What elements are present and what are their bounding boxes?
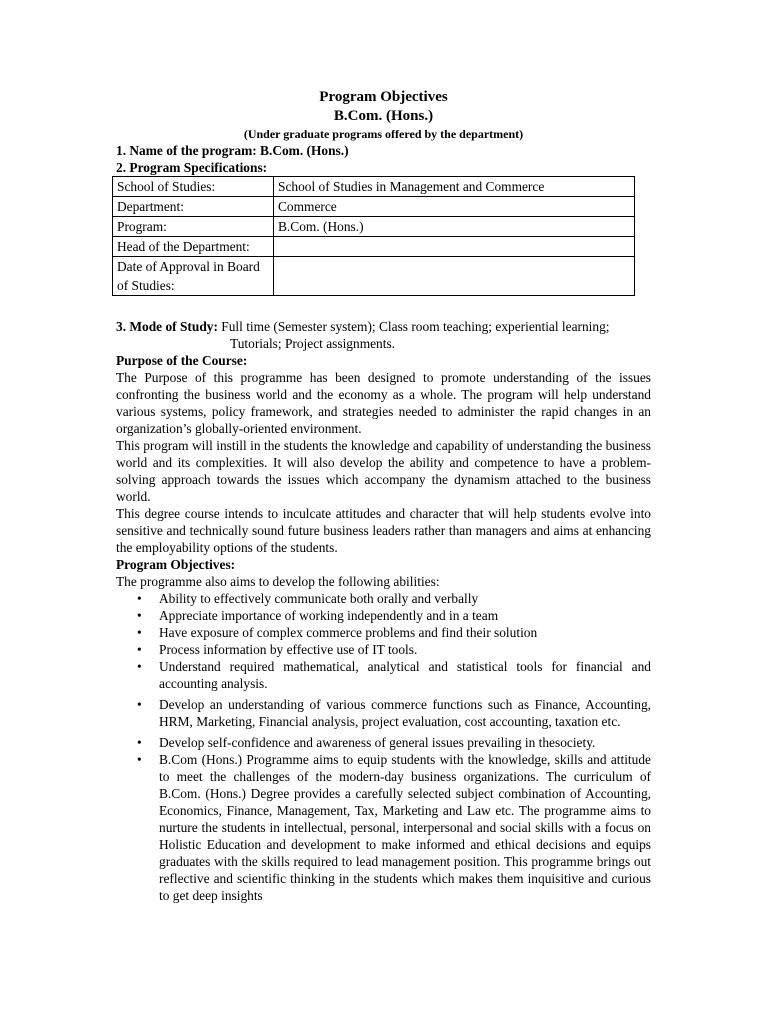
spec-value: Commerce (274, 197, 635, 217)
spec-value: B.Com. (Hons.) (274, 217, 635, 237)
mode-line-1: Full time (Semester system); Class room teaching; experiential learning; (221, 319, 610, 334)
spec-value (274, 257, 635, 296)
spec-label: Program: (113, 217, 274, 237)
table-row (113, 177, 635, 197)
spec-label: Date of Approval in Board of Studies: (113, 257, 274, 296)
spec-label: School of Studies: (113, 177, 274, 197)
table-row (113, 197, 635, 217)
spec-label: Department: (113, 197, 274, 217)
table-row (113, 257, 635, 296)
specifications-table (112, 176, 635, 296)
page-title: Program Objectives (319, 89, 448, 105)
objectives-heading: Program Objectives: (116, 557, 236, 572)
document-content (116, 88, 651, 904)
list-item: • Understand required mathematical, analytical and statistical tools for financial and accounting analysis. (159, 658, 651, 692)
program-note: (Under graduate programs offered by the department) (243, 127, 524, 141)
table-row (113, 217, 635, 237)
list-item: • B.Com (Hons.) Programme aims to equip students with the knowledge, skills and attitude to meet the challenges of the modern-day business organizations. The curriculum of B.Com. (Hons.) Degree provides a carefully selected subject combination of Accounting, Economics, Finance, Management, Tax, Marketing and Law etc. The programme aims to nurture the students in intellectual, personal, interpersonal and social skills with a focus on Holistic Education and development to make informed and ethical decisions and equips graduates with the skills required to lead management position. This programme brings out reflective and scientific thinking in the students which makes them inquisitive and curious to get deep insights (159, 751, 651, 904)
list-item: • Appreciate importance of working independently and in a team (159, 607, 651, 624)
spec-label: Head of the Department: (113, 237, 274, 257)
list-item: • Process information by effective use of IT tools. (159, 641, 651, 658)
mode-line-2: Tutorials; Project assignments. (230, 336, 396, 351)
purpose-paragraph: This program will instill in the students the knowledge and capability of understanding the business world and its complexities. It will also develop the ability and competence to have a problem-solving approach towards the issues which accompany the dynamism attached to the business world. (116, 438, 651, 504)
table-row (113, 237, 635, 257)
purpose-paragraph: The Purpose of this programme has been designed to promote understanding of the issues confronting the business world and the economy as a whole. The program will help understand various systems, policy framework, and strategies needed to administer the rapid changes in an organization’s globally-oriented environment. (116, 370, 651, 436)
section-program-name: 1. Name of the program: B.Com. (Hons.) (116, 143, 349, 158)
spec-value (274, 237, 635, 257)
program-subtitle: B.Com. (Hons.) (333, 108, 434, 124)
purpose-paragraph: This degree course intends to inculcate attitudes and character that will help students evolve into sensitive and technically sound future business leaders rather than managers and aims at enhancing the employability options of the students. (116, 506, 651, 555)
spec-value: School of Studies in Management and Commerce (274, 177, 635, 197)
mode-label: 3. Mode of Study: (116, 319, 218, 334)
list-item: • Ability to effectively communicate both orally and verbally (159, 590, 651, 607)
mode-of-study (116, 318, 651, 352)
objectives-intro: The programme also aims to develop the following abilities: (116, 574, 440, 589)
list-item: • Have exposure of complex commerce problems and find their solution (159, 624, 651, 641)
list-item: • Develop an understanding of various commerce functions such as Finance, Accounting, HRM, Marketing, Financial analysis, project evaluation, cost accounting, taxation etc. (159, 696, 651, 730)
objectives-list (116, 590, 651, 904)
section-program-specifications: 2. Program Specifications: (116, 160, 268, 175)
purpose-heading: Purpose of the Course: (116, 353, 248, 368)
list-item: • Develop self-confidence and awareness of general issues prevailing in thesociety. (159, 734, 651, 751)
